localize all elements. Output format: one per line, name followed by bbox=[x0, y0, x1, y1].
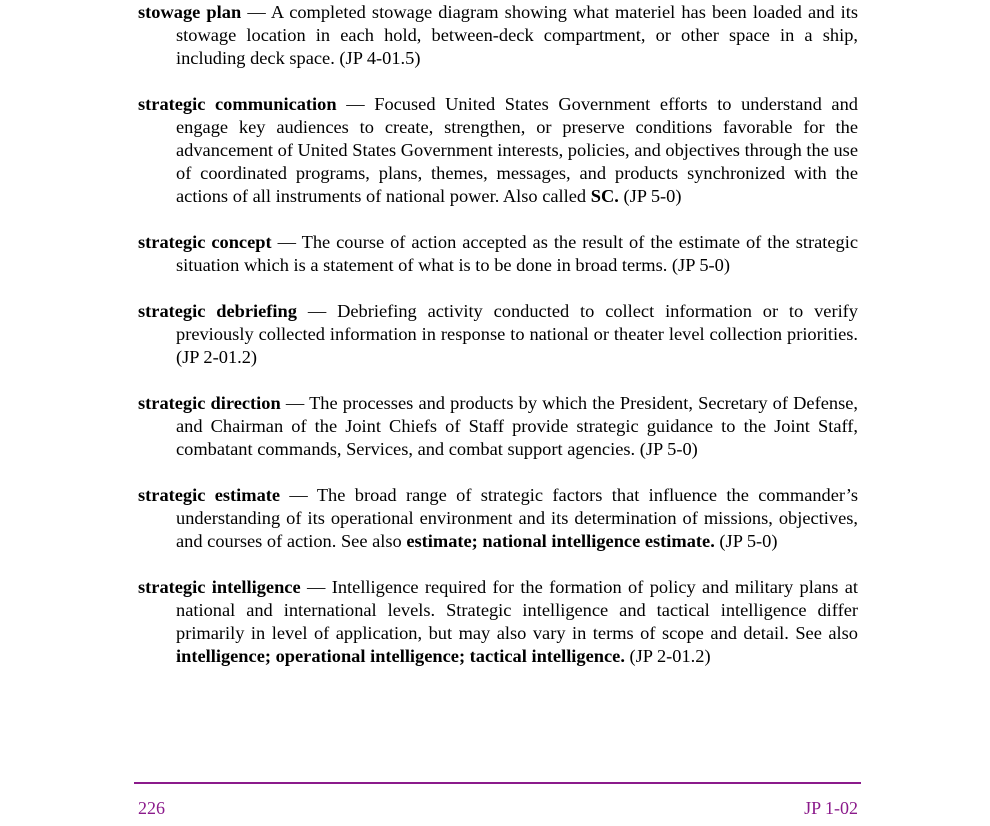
entry-definition: — The broad range of strategic factors that influence the commander’s understanding of its operational environment and its determination of missions, objectives, and courses of action. See also bbox=[176, 485, 858, 551]
entry-term: strategic concept bbox=[138, 232, 272, 252]
entry-term: strategic debriefing bbox=[138, 301, 297, 321]
entry-term: stowage plan bbox=[138, 2, 242, 22]
entry-term: strategic communication bbox=[138, 94, 337, 114]
entry-reference: (JP 2-01.2) bbox=[624, 646, 711, 666]
entry-see-also: intelligence; operational intelligence; tactical intelligence. bbox=[176, 646, 625, 666]
entry-definition: — Focused United States Government efforts to understand and engage key audiences to create, strengthen, or preserve conditions favorable for the advancement of United States Government interests, policies, and objectives through the use of coordinated programs, plans, themes, messages, and products synchronized with the actions of all instruments of national power. Also called bbox=[176, 94, 858, 206]
glossary-entry-strategic-debriefing bbox=[138, 300, 858, 369]
page-number: 226 bbox=[138, 798, 165, 818]
entry-reference: (JP 5-0) bbox=[714, 531, 778, 551]
glossary-entry-strategic-communication bbox=[138, 93, 858, 208]
glossary-entry-strategic-direction bbox=[138, 392, 858, 461]
glossary-entry-strategic-estimate bbox=[138, 484, 858, 553]
entry-term: strategic direction bbox=[138, 393, 281, 413]
publication-id: JP 1-02 bbox=[804, 798, 858, 818]
entry-definition: — Intelligence required for the formation of policy and military plans at national and international levels. Strategic intelligence and tactical intelligence differ primarily in level of application, but may also vary in terms of scope and detail. See also bbox=[176, 577, 858, 643]
entry-see-also: estimate; national intelligence estimate. bbox=[406, 531, 715, 551]
glossary-entry-stowage-plan bbox=[138, 1, 858, 70]
entry-term: strategic estimate bbox=[138, 485, 281, 505]
entry-definition: — The course of action accepted as the result of the estimate of the strategic situation which is a statement of what is to be done in broad terms. (JP 5-0) bbox=[176, 232, 858, 275]
entry-abbreviation: SC. bbox=[590, 186, 619, 206]
entry-definition: — The processes and products by which the President, Secretary of Defense, and Chairman of the Joint Chiefs of Staff provide strategic guidance to the Joint Staff, combatant commands, Services, and combat support agencies. (JP 5-0) bbox=[176, 393, 858, 459]
entry-definition: — A completed stowage diagram showing what materiel has been loaded and its stowage location in each hold, between-deck compartment, or other space in a ship, including deck space. (JP 4-01.5) bbox=[176, 2, 859, 68]
footer-divider bbox=[134, 782, 861, 784]
entry-definition: — Debriefing activity conducted to collect information or to verify previously collected information in response to national or theater level collection priorities. (JP 2-01.2) bbox=[176, 301, 859, 367]
entry-reference: (JP 5-0) bbox=[618, 186, 682, 206]
entry-term: strategic intelligence bbox=[138, 577, 301, 597]
glossary-entry-strategic-intelligence bbox=[138, 576, 858, 668]
glossary-content bbox=[138, 1, 858, 691]
glossary-entry-strategic-concept bbox=[138, 231, 858, 277]
